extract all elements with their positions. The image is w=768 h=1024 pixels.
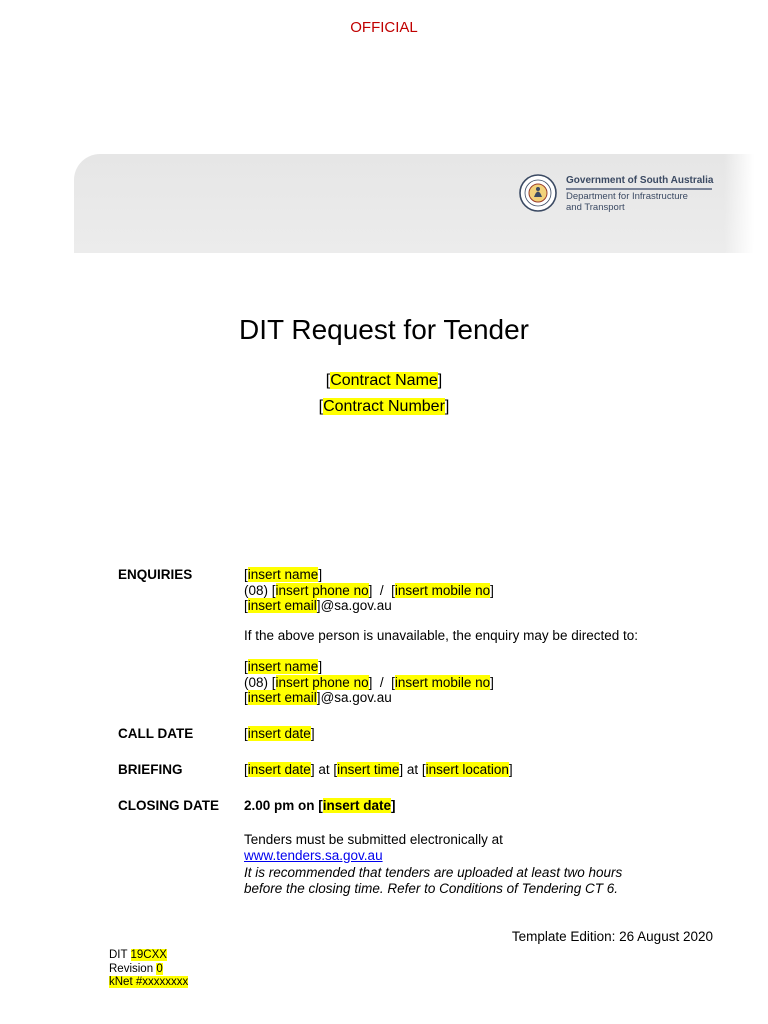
call-date-field[interactable]: insert date <box>247 726 311 741</box>
call-date-label: CALL DATE <box>118 726 194 741</box>
footer-dit-number[interactable]: 19CXX <box>130 949 167 961</box>
closing-date-prefix: 2.00 pm on [ <box>244 798 323 813</box>
phone-prefix: (08) [ <box>244 674 276 690</box>
contact-name-field[interactable]: insert name <box>247 659 319 674</box>
contact-mobile-field[interactable]: insert mobile no <box>394 582 491 598</box>
call-date-value: [insert date] <box>244 726 315 741</box>
closing-date-suffix: ] <box>391 798 396 813</box>
phone-separator: ] / [ <box>368 582 395 598</box>
closing-date-label: CLOSING DATE <box>118 798 219 813</box>
footer-dit-label: DIT <box>109 949 131 961</box>
logo-department-line2: and Transport <box>566 202 625 213</box>
contract-name-line: [Contract Name] <box>325 372 443 389</box>
email-domain: @sa.gov.au <box>320 598 392 613</box>
briefing-location-field[interactable]: insert location <box>425 762 509 777</box>
enquiries-label: ENQUIRIES <box>118 567 193 582</box>
contact-mobile-field[interactable]: insert mobile no <box>394 674 491 690</box>
logo-government-name: Government of South Australia <box>566 175 714 186</box>
template-edition: Template Edition: 26 August 2020 <box>511 929 713 944</box>
contact-phone-line <box>244 583 494 599</box>
phone-separator: ] / [ <box>368 674 395 690</box>
contact-name-field[interactable]: insert name <box>247 567 319 582</box>
contact-email-field[interactable]: insert email <box>247 598 317 613</box>
contact-name-line: [insert name] <box>244 567 323 582</box>
document-title: DIT Request for Tender <box>238 314 529 345</box>
enquiries-alternate-note: If the above person is unavailable, the enquiry may be directed to: <box>244 628 638 643</box>
contact-phone-field[interactable]: insert phone no <box>275 674 369 690</box>
submission-note-line1: It is recommended that tenders are uploaded at least two hours <box>244 865 623 880</box>
logo-divider <box>566 188 712 190</box>
sa-crest-icon <box>518 173 558 213</box>
footer-knet-line <box>109 976 188 990</box>
contact-email-field[interactable]: insert email <box>247 690 317 705</box>
closing-date-field[interactable]: insert date <box>322 798 392 813</box>
footer-revision-number[interactable]: 0 <box>156 962 163 975</box>
contact-email-line: [insert email]@sa.gov.au <box>244 598 392 613</box>
submission-block <box>244 832 622 896</box>
contact-phone-field[interactable]: insert phone no <box>275 582 369 598</box>
contract-number-field[interactable]: Contract Number <box>323 398 445 415</box>
enquiries-primary-contact <box>244 567 494 614</box>
phone-close: ] <box>490 582 494 598</box>
logo-department-name <box>566 191 688 213</box>
footer-dit-line <box>109 949 188 963</box>
contact-email-line: [insert email]@sa.gov.au <box>244 690 392 705</box>
contract-number-line: [Contract Number] <box>318 398 450 415</box>
logo-department-line1: Department for Infrastructure <box>566 191 688 202</box>
contract-name-field[interactable]: Contract Name <box>330 372 438 389</box>
briefing-label: BRIEFING <box>118 762 183 777</box>
enquiries-secondary-contact <box>244 659 494 706</box>
briefing-value: [insert date] at [insert time] at [insert location] <box>244 762 513 777</box>
phone-close: ] <box>490 674 494 690</box>
footer-revision-line <box>109 963 188 977</box>
briefing-date-field[interactable]: insert date <box>247 762 311 777</box>
submission-note-line2: before the closing time. Refer to Conditions of Tendering CT 6. <box>244 880 618 896</box>
briefing-at-1: ] at [ <box>310 762 338 777</box>
contact-phone-line <box>244 675 494 691</box>
briefing-at-2: ] at [ <box>399 762 426 777</box>
tenders-website-link[interactable]: www.tenders.sa.gov.au <box>244 847 383 863</box>
closing-date-value <box>244 798 396 814</box>
document-footer <box>109 949 188 990</box>
footer-revision-label: Revision <box>109 962 157 975</box>
phone-prefix: (08) [ <box>244 582 276 598</box>
briefing-time-field[interactable]: insert time <box>337 762 400 777</box>
contact-name-line: [insert name] <box>244 659 323 674</box>
footer-knet-number[interactable]: kNet #xxxxxxxx <box>109 976 189 988</box>
submission-text: Tenders must be submitted electronically at <box>244 832 503 847</box>
email-domain: @sa.gov.au <box>320 690 392 705</box>
classification-marking: OFFICIAL <box>350 19 418 36</box>
